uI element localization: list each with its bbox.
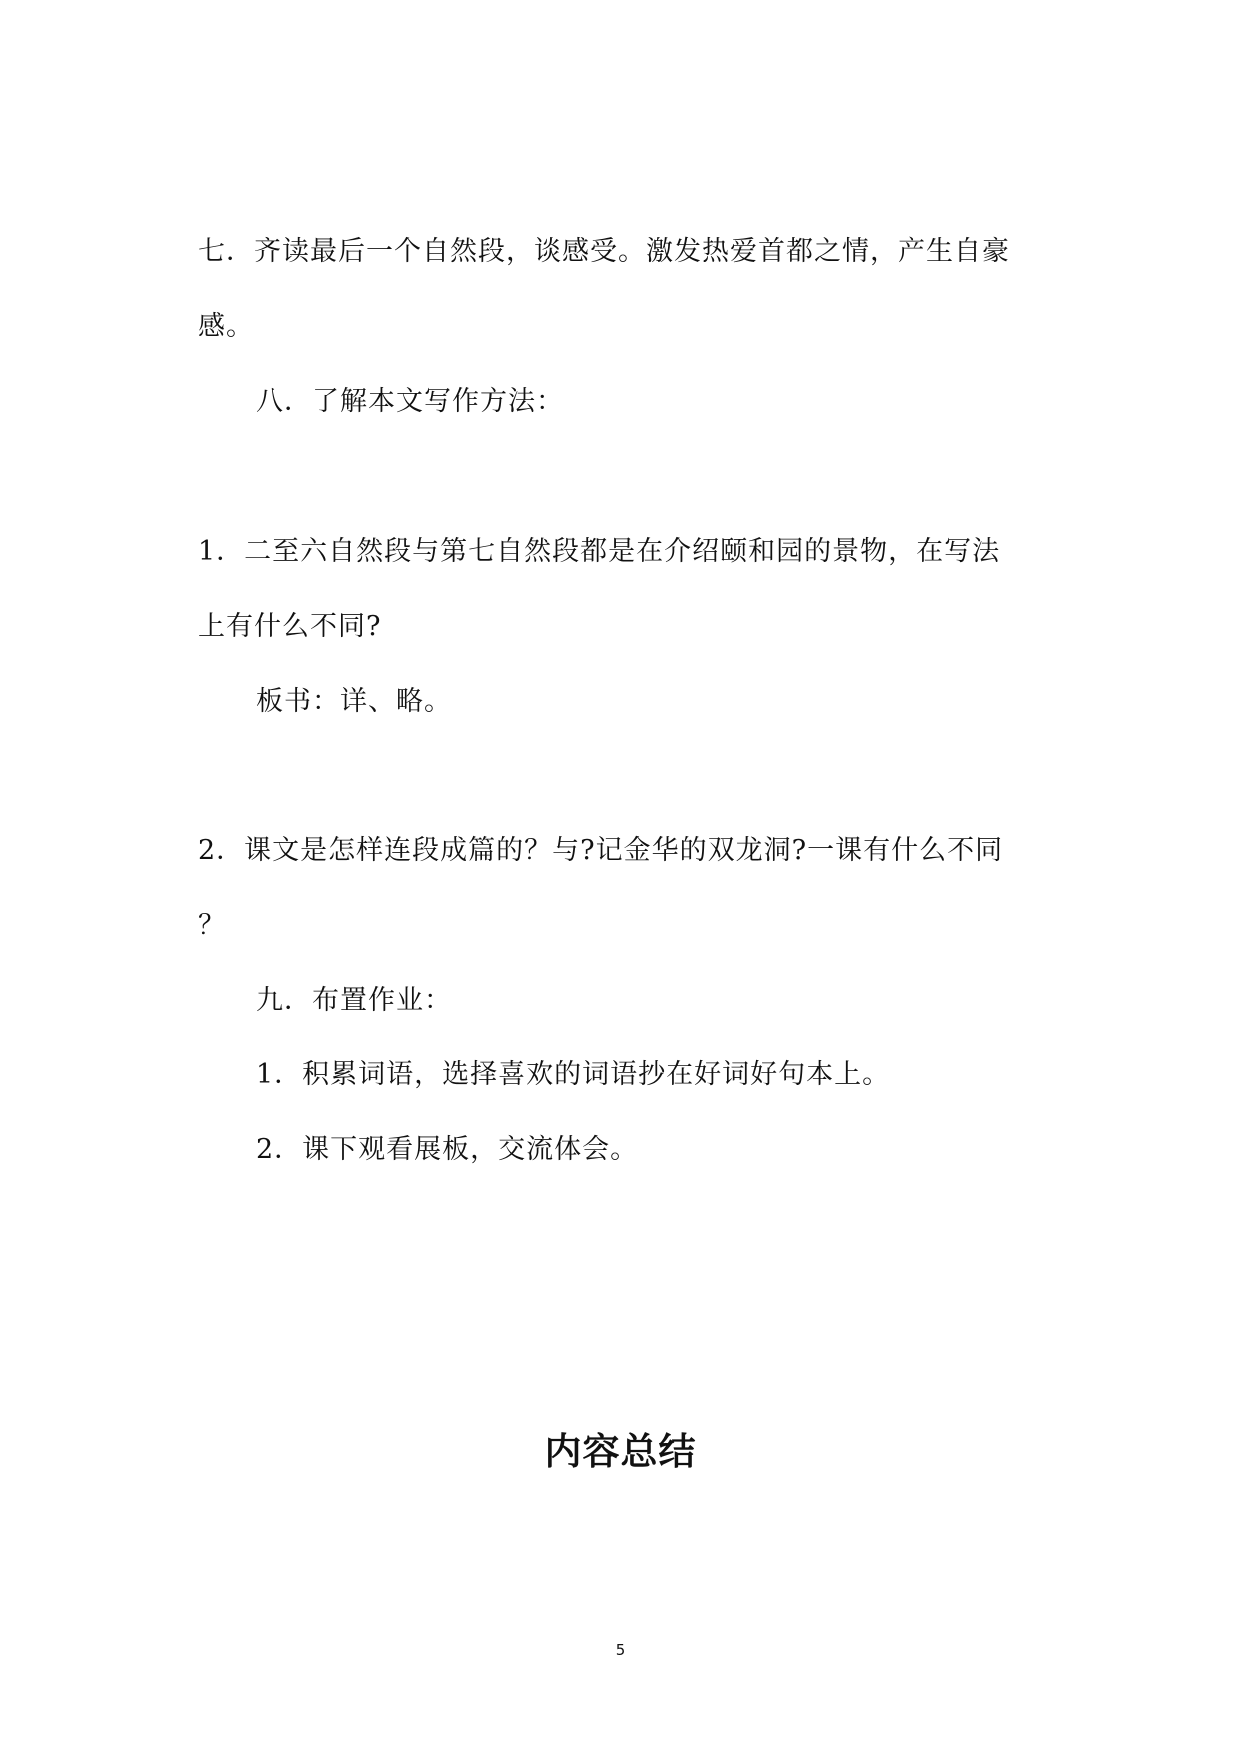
paragraph-7-line-1: 七．齐读最后一个自然段，谈感受。激发热爱首都之情，产生自豪 bbox=[198, 236, 1010, 267]
question-2-line-1: 2．课文是怎样连段成篇的？与?记金华的双龙洞?一课有什么不同 bbox=[198, 835, 1004, 866]
question-1-line-2: 上有什么不同? bbox=[198, 611, 382, 642]
blackboard-note: 板书：详、略。 bbox=[256, 686, 452, 717]
paragraph-7-line-2: 感。 bbox=[198, 311, 254, 342]
section-8-title: 八．了解本文写作方法： bbox=[256, 386, 564, 417]
page-number: 5 bbox=[615, 1641, 626, 1659]
section-9-title: 九．布置作业： bbox=[256, 985, 452, 1016]
question-2-line-2: ？ bbox=[198, 910, 226, 941]
summary-heading: 内容总结 bbox=[544, 1430, 697, 1473]
question-1-line-1: 1．二至六自然段与第七自然段都是在介绍颐和园的景物，在写法 bbox=[198, 536, 1001, 567]
homework-item-2: 2．课下观看展板，交流体会。 bbox=[256, 1134, 639, 1165]
homework-item-1: 1．积累词语，选择喜欢的词语抄在好词好句本上。 bbox=[256, 1059, 891, 1090]
